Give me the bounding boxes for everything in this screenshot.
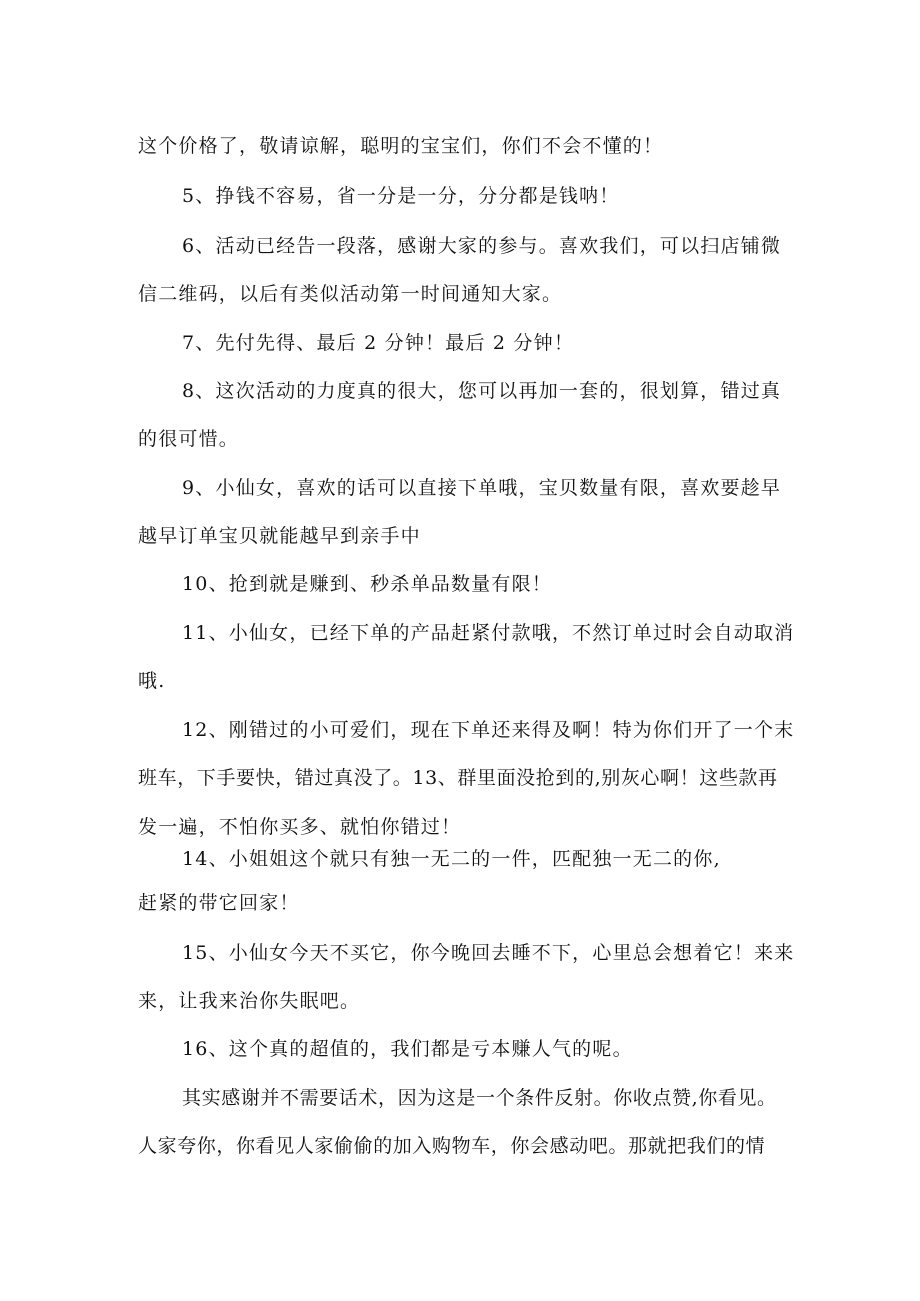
text-line-9: 越早订单宝贝就能越早到亲手中 <box>138 525 421 547</box>
text-line-8: 9、小仙女，喜欢的话可以直接下单哦，宝贝数量有限，喜欢要趁早 <box>182 477 782 499</box>
text-line-12: 哦. <box>138 670 166 692</box>
text-line-11: 11、小仙女，已经下单的产品赶紧付款哦，不然订单过时会自动取消 <box>182 622 795 644</box>
text-line-1: 这个价格了，敬请谅解，聪明的宝宝们，你们不会不懂的！ <box>138 135 664 157</box>
text-line-14: 班车，下手要快，错过真没了。13、群里面没抢到的,别灰心啊！这些款再 <box>138 767 778 789</box>
text-line-2: 5、挣钱不容易，省一分是一分，分分都是钱呐！ <box>182 185 620 207</box>
text-line-10: 10、抢到就是赚到、秒杀单品数量有限！ <box>182 573 552 595</box>
text-line-19: 来，让我来治你失眠吧。 <box>138 990 361 1012</box>
text-line-15: 发一遍，不怕你买多、就怕你错过！ <box>138 816 462 838</box>
text-line-4: 信二维码，以后有类似活动第一时间通知大家。 <box>138 283 563 305</box>
text-line-20: 16、这个真的超值的，我们都是亏本赚人气的呢。 <box>182 1038 633 1060</box>
text-line-6: 8、这次活动的力度真的很大，您可以再加一套的，很划算，错过真 <box>182 380 782 402</box>
text-line-22: 人家夸你，你看见人家偷偷的加入购物车，你会感动吧。那就把我们的情 <box>138 1135 766 1157</box>
text-line-5: 7、先付先得、最后 2 分钟！最后 2 分钟！ <box>182 332 575 354</box>
text-line-7: 的很可惜。 <box>138 428 240 450</box>
text-line-17: 赶紧的带它回家！ <box>138 892 300 914</box>
text-line-13: 12、刚错过的小可爱们，现在下单还来得及啊！特为你们开了一个末 <box>182 719 795 741</box>
text-line-21: 其实感谢并不需要话术，因为这是一个条件反射。你收点赞,你看见。 <box>182 1087 777 1109</box>
text-line-18: 15、小仙女今天不买它，你今晚回去睡不下，心里总会想着它！来来 <box>182 942 795 964</box>
text-line-3: 6、活动已经告一段落，感谢大家的参与。喜欢我们，可以扫店铺微 <box>182 235 782 257</box>
text-line-16: 14、小姐姐这个就只有独一无二的一件，匹配独一无二的你, <box>182 848 721 870</box>
